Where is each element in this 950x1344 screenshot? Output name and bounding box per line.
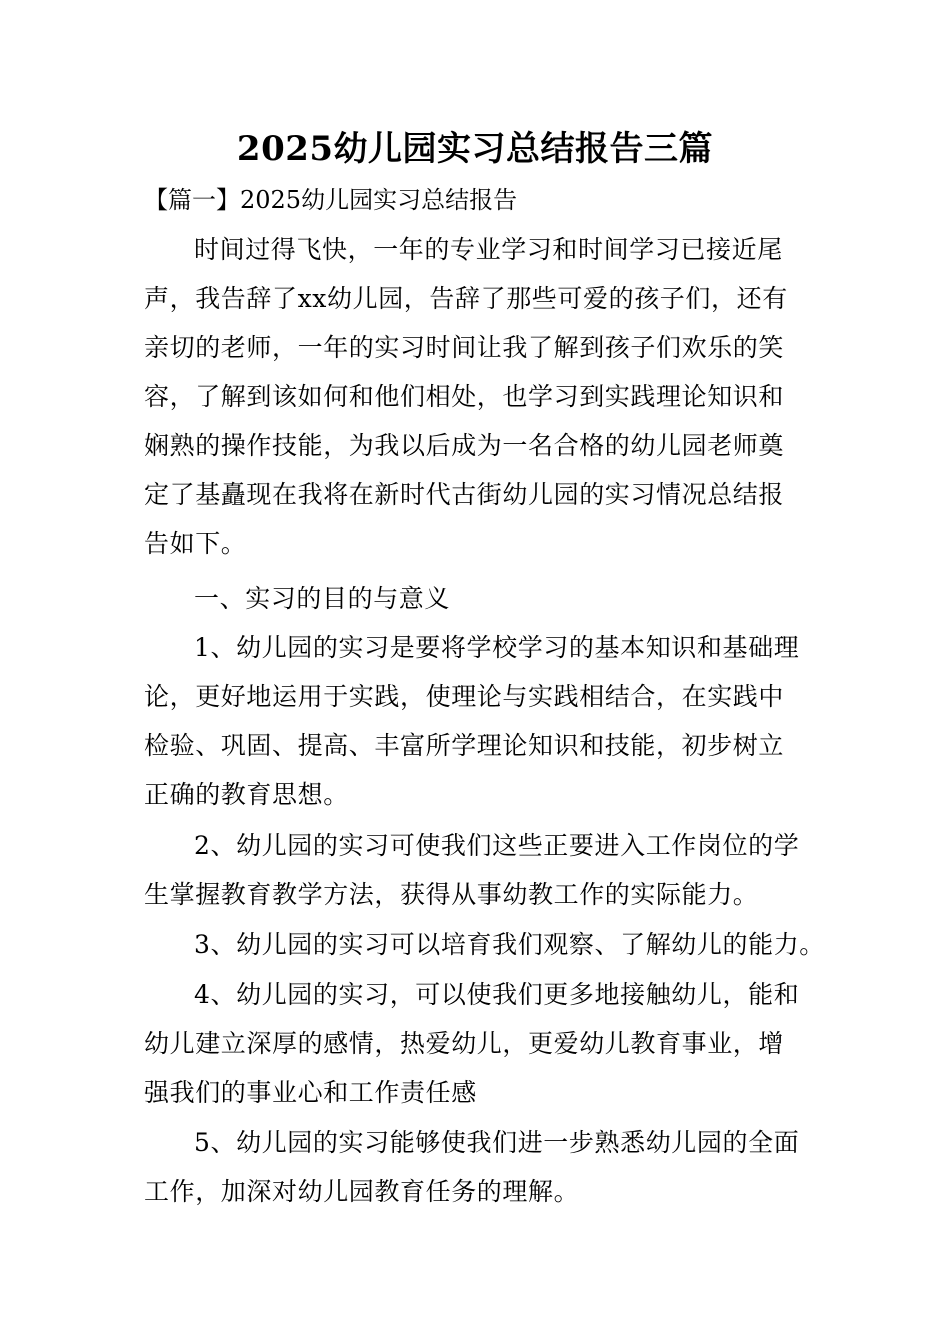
document-title: 2025幼儿园实习总结报告三篇 [236,129,714,169]
text-line: 亲切的老师，一年的实习时间让我了解到孩子们欢乐的笑 [144,333,785,362]
text-line: 5、幼儿园的实习能够使我们进一步熟悉幼儿园的全面 [194,1128,800,1157]
text-line: 4、幼儿园的实习，可以使我们更多地接触幼儿，能和 [194,980,800,1009]
text-line: 工作，加深对幼儿园教育任务的理解。 [144,1177,580,1206]
text-line: 容，了解到该如何和他们相处，也学习到实践理论知识和 [144,382,785,411]
text-line: 声，我告辞了xx幼儿园，告辞了那些可爱的孩子们，还有 [144,284,788,313]
text-line: 3、幼儿园的实习可以培育我们观察、了解幼儿的能力。 [194,930,825,959]
text-line: 正确的教育思想。 [144,780,349,809]
text-line: 检验、巩固、提高、丰富所学理论知识和技能，初步树立 [144,731,785,760]
text-line: 1、幼儿园的实习是要将学校学习的基本知识和基础理 [194,633,800,662]
text-line: 强我们的事业心和工作责任感 [144,1078,477,1107]
text-line: 幼儿建立深厚的感情，热爱幼儿，更爱幼儿教育事业，增 [144,1029,785,1058]
text-line: 2、幼儿园的实习可使我们这些正要进入工作岗位的学 [194,831,800,860]
section-heading: 【篇一】2025幼儿园实习总结报告 [144,186,518,214]
text-line: 定了基矗现在我将在新时代古街幼儿园的实习情况总结报 [144,480,785,509]
text-line: 娴熟的操作技能，为我以后成为一名合格的幼儿园老师奠 [144,431,785,460]
text-line: 生掌握教育教学方法，获得从事幼教工作的实际能力。 [144,880,759,909]
subheading-line: 一、实习的目的与意义 [194,584,451,613]
text-line: 论，更好地运用于实践，使理论与实践相结合，在实践中 [144,682,785,711]
text-line: 时间过得飞快，一年的专业学习和时间学习已接近尾 [194,235,783,264]
text-line: 告如下。 [144,529,247,558]
